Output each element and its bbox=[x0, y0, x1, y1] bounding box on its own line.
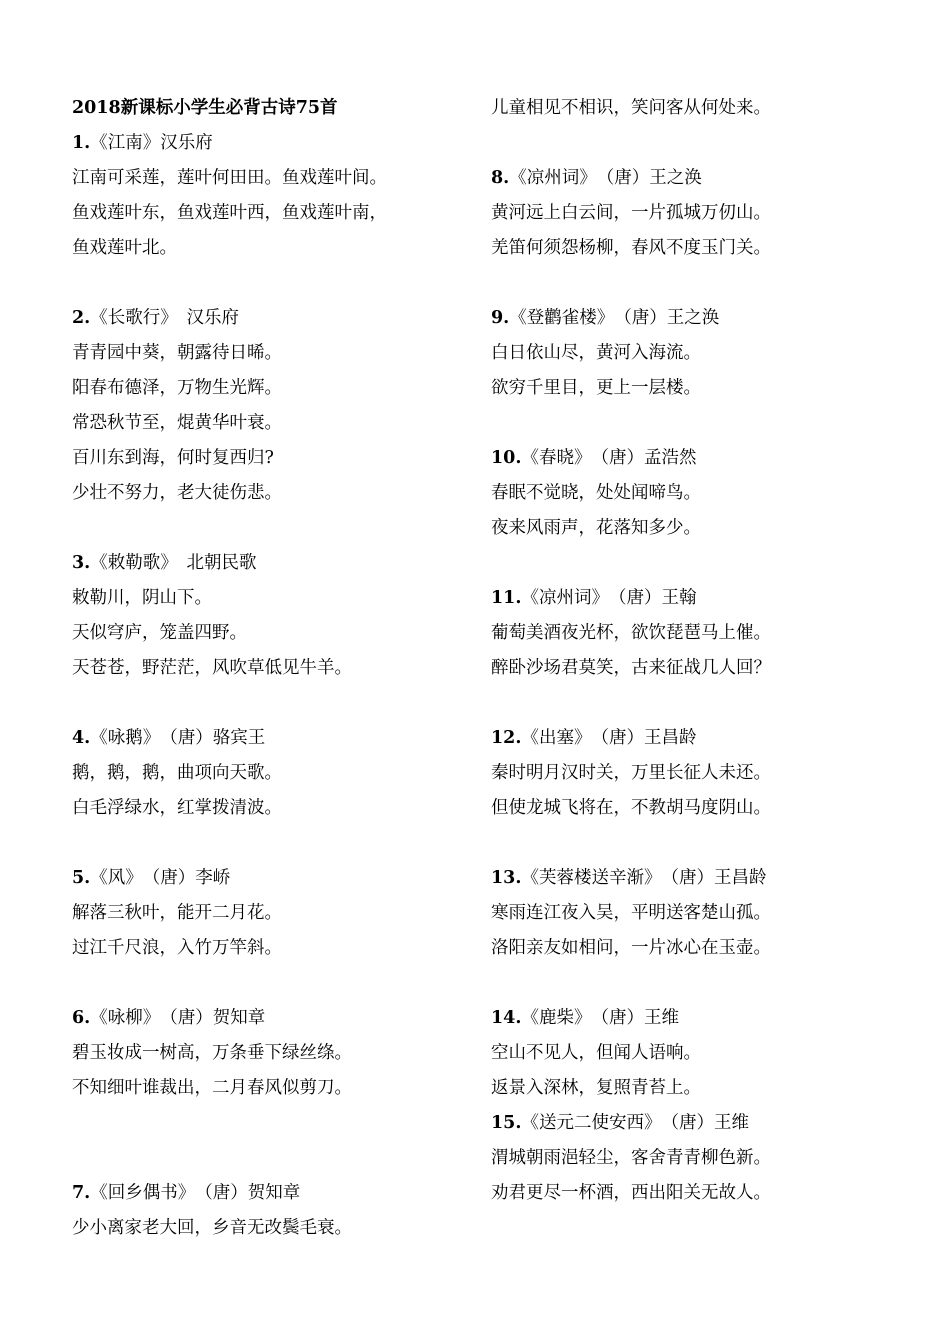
poem-line: 碧玉妆成一树高，万条垂下绿丝绦。 bbox=[72, 1043, 352, 1063]
blank-line bbox=[72, 829, 462, 864]
poem-line: 少壮不努力，老大徒伤悲。 bbox=[72, 483, 282, 503]
poem-line: 醉卧沙场君莫笑，古来征战几人回？ bbox=[491, 658, 771, 678]
poem-heading bbox=[491, 724, 911, 759]
poem-number: 2. bbox=[72, 308, 91, 328]
poem-heading bbox=[72, 304, 462, 339]
blank-line bbox=[491, 269, 911, 304]
poem-title: 《长歌行》 汉乐府 bbox=[90, 308, 240, 328]
poem-line: 百川东到海，何时复西归? bbox=[72, 448, 274, 468]
poem-number: 9. bbox=[491, 308, 510, 328]
blank-line bbox=[72, 1109, 462, 1144]
poem-heading bbox=[72, 724, 462, 759]
poem-heading bbox=[72, 1004, 462, 1039]
poem-line: 江南可采莲，莲叶何田田。鱼戏莲叶间。 bbox=[72, 168, 387, 188]
poem-title: 《敕勒歌》 北朝民歌 bbox=[90, 553, 257, 573]
poem-number: 7. bbox=[72, 1183, 91, 1203]
blank-line bbox=[72, 969, 462, 1004]
poem-line: 白毛浮绿水，红掌拨清波。 bbox=[72, 798, 282, 818]
poem-number: 4. bbox=[72, 728, 91, 748]
poem-number: 6. bbox=[72, 1008, 91, 1028]
poem-line: 寒雨连江夜入吴，平明送客楚山孤。 bbox=[491, 903, 771, 923]
poem-title: 《咏柳》 （唐）贺知章 bbox=[90, 1008, 266, 1028]
poem-line: 白日依山尽，黄河入海流。 bbox=[491, 343, 701, 363]
poem-line: 不知细叶谁裁出，二月春风似剪刀。 bbox=[72, 1078, 352, 1098]
poem-line: 常恐秋节至，焜黄华叶衰。 bbox=[72, 413, 282, 433]
poem-title: 《咏鹅》 （唐）骆宾王 bbox=[90, 728, 266, 748]
poem-title: 《回乡偶书》 （唐）贺知章 bbox=[90, 1183, 301, 1203]
poem-title: 《出塞》 （唐）王昌龄 bbox=[521, 728, 697, 748]
poem-number: 10. bbox=[491, 448, 522, 468]
blank-line bbox=[491, 969, 911, 1004]
poem-line: 少小离家老大回，乡音无改鬓毛衰。 bbox=[72, 1218, 352, 1238]
poem-line: 鱼戏莲叶东，鱼戏莲叶西，鱼戏莲叶南， bbox=[72, 203, 387, 223]
poem-line: 解落三秋叶，能开二月花。 bbox=[72, 903, 282, 923]
poem-line: 鹅，鹅，鹅，曲项向天歌。 bbox=[72, 763, 282, 783]
poem-heading bbox=[491, 584, 911, 619]
poem-line: 鱼戏莲叶北。 bbox=[72, 238, 177, 258]
blank-line bbox=[72, 689, 462, 724]
poem-heading bbox=[72, 549, 462, 584]
poem-line: 欲穷千里目，更上一层楼。 bbox=[491, 378, 701, 398]
poem-title: 《江南》汉乐府 bbox=[90, 133, 213, 153]
blank-line bbox=[491, 689, 911, 724]
poem-number: 15. bbox=[491, 1113, 522, 1133]
poem-heading bbox=[491, 1004, 911, 1039]
poem-line: 黄河远上白云间，一片孤城万仞山。 bbox=[491, 203, 771, 223]
poem-line: 劝君更尽一杯酒，西出阳关无故人。 bbox=[491, 1183, 771, 1203]
poem-heading bbox=[491, 864, 911, 899]
poem-number: 5. bbox=[72, 868, 91, 888]
blank-line bbox=[72, 1144, 462, 1179]
poem-line: 天似穹庐，笼盖四野。 bbox=[72, 623, 247, 643]
poem-heading bbox=[491, 1109, 911, 1144]
poem-number: 11. bbox=[491, 588, 522, 608]
blank-line bbox=[491, 829, 911, 864]
poem-number: 1. bbox=[72, 133, 91, 153]
poem-line: 天苍苍，野茫茫，风吹草低见牛羊。 bbox=[72, 658, 352, 678]
poem-number: 14. bbox=[491, 1008, 522, 1028]
poem-number: 12. bbox=[491, 728, 522, 748]
poem-line: 夜来风雨声，花落知多少。 bbox=[491, 518, 701, 538]
poem-title: 《凉州词》 （唐）王之涣 bbox=[509, 168, 702, 188]
blank-line bbox=[491, 549, 911, 584]
poem-title: 《登鹳雀楼》 （唐）王之涣 bbox=[509, 308, 720, 328]
poem-title: 《凉州词》 （唐）王翰 bbox=[521, 588, 697, 608]
poem-line: 敕勒川，阴山下。 bbox=[72, 588, 212, 608]
poem-line: 但使龙城飞将在，不教胡马度阴山。 bbox=[491, 798, 771, 818]
blank-line bbox=[72, 269, 462, 304]
poem-heading bbox=[72, 129, 462, 164]
poem-line: 过江千尺浪，入竹万竿斜。 bbox=[72, 938, 282, 958]
poem-line: 阳春布德泽，万物生光辉。 bbox=[72, 378, 282, 398]
poem-line: 返景入深林，复照青苔上。 bbox=[491, 1078, 701, 1098]
poem-title: 《送元二使安西》 （唐）王维 bbox=[521, 1113, 749, 1133]
poem-title: 《鹿柴》 （唐）王维 bbox=[521, 1008, 679, 1028]
blank-line bbox=[491, 129, 911, 164]
poem-line: 羌笛何须怨杨柳，春风不度玉门关。 bbox=[491, 238, 771, 258]
poem-line: 儿童相见不相识，笑问客从何处来。 bbox=[491, 98, 771, 118]
blank-line bbox=[72, 514, 462, 549]
poem-title: 《芙蓉楼送辛渐》 （唐）王昌龄 bbox=[521, 868, 767, 888]
poem-line: 葡萄美酒夜光杯，欲饮琵琶马上催。 bbox=[491, 623, 771, 643]
poem-line: 春眠不觉晓，处处闻啼鸟。 bbox=[491, 483, 701, 503]
right-column bbox=[491, 94, 911, 1214]
document-title: 2018新课标小学生必背古诗75首 bbox=[72, 98, 338, 118]
poem-heading bbox=[491, 164, 911, 199]
poem-heading bbox=[491, 444, 911, 479]
poem-line: 洛阳亲友如相问，一片冰心在玉壶。 bbox=[491, 938, 771, 958]
poem-number: 3. bbox=[72, 553, 91, 573]
poem-number: 8. bbox=[491, 168, 510, 188]
poem-title: 《春晓》 （唐）孟浩然 bbox=[521, 448, 697, 468]
poem-heading bbox=[72, 1179, 462, 1214]
blank-line bbox=[491, 409, 911, 444]
poem-line: 渭城朝雨浥轻尘，客舍青青柳色新。 bbox=[491, 1148, 771, 1168]
poem-number: 13. bbox=[491, 868, 522, 888]
poem-heading bbox=[72, 864, 462, 899]
left-column bbox=[72, 94, 462, 1249]
poem-line: 秦时明月汉时关，万里长征人未还。 bbox=[491, 763, 771, 783]
poem-line: 青青园中葵，朝露待日晞。 bbox=[72, 343, 282, 363]
poem-heading bbox=[491, 304, 911, 339]
poem-title: 《风》 （唐）李峤 bbox=[90, 868, 231, 888]
poem-line: 空山不见人，但闻人语响。 bbox=[491, 1043, 701, 1063]
